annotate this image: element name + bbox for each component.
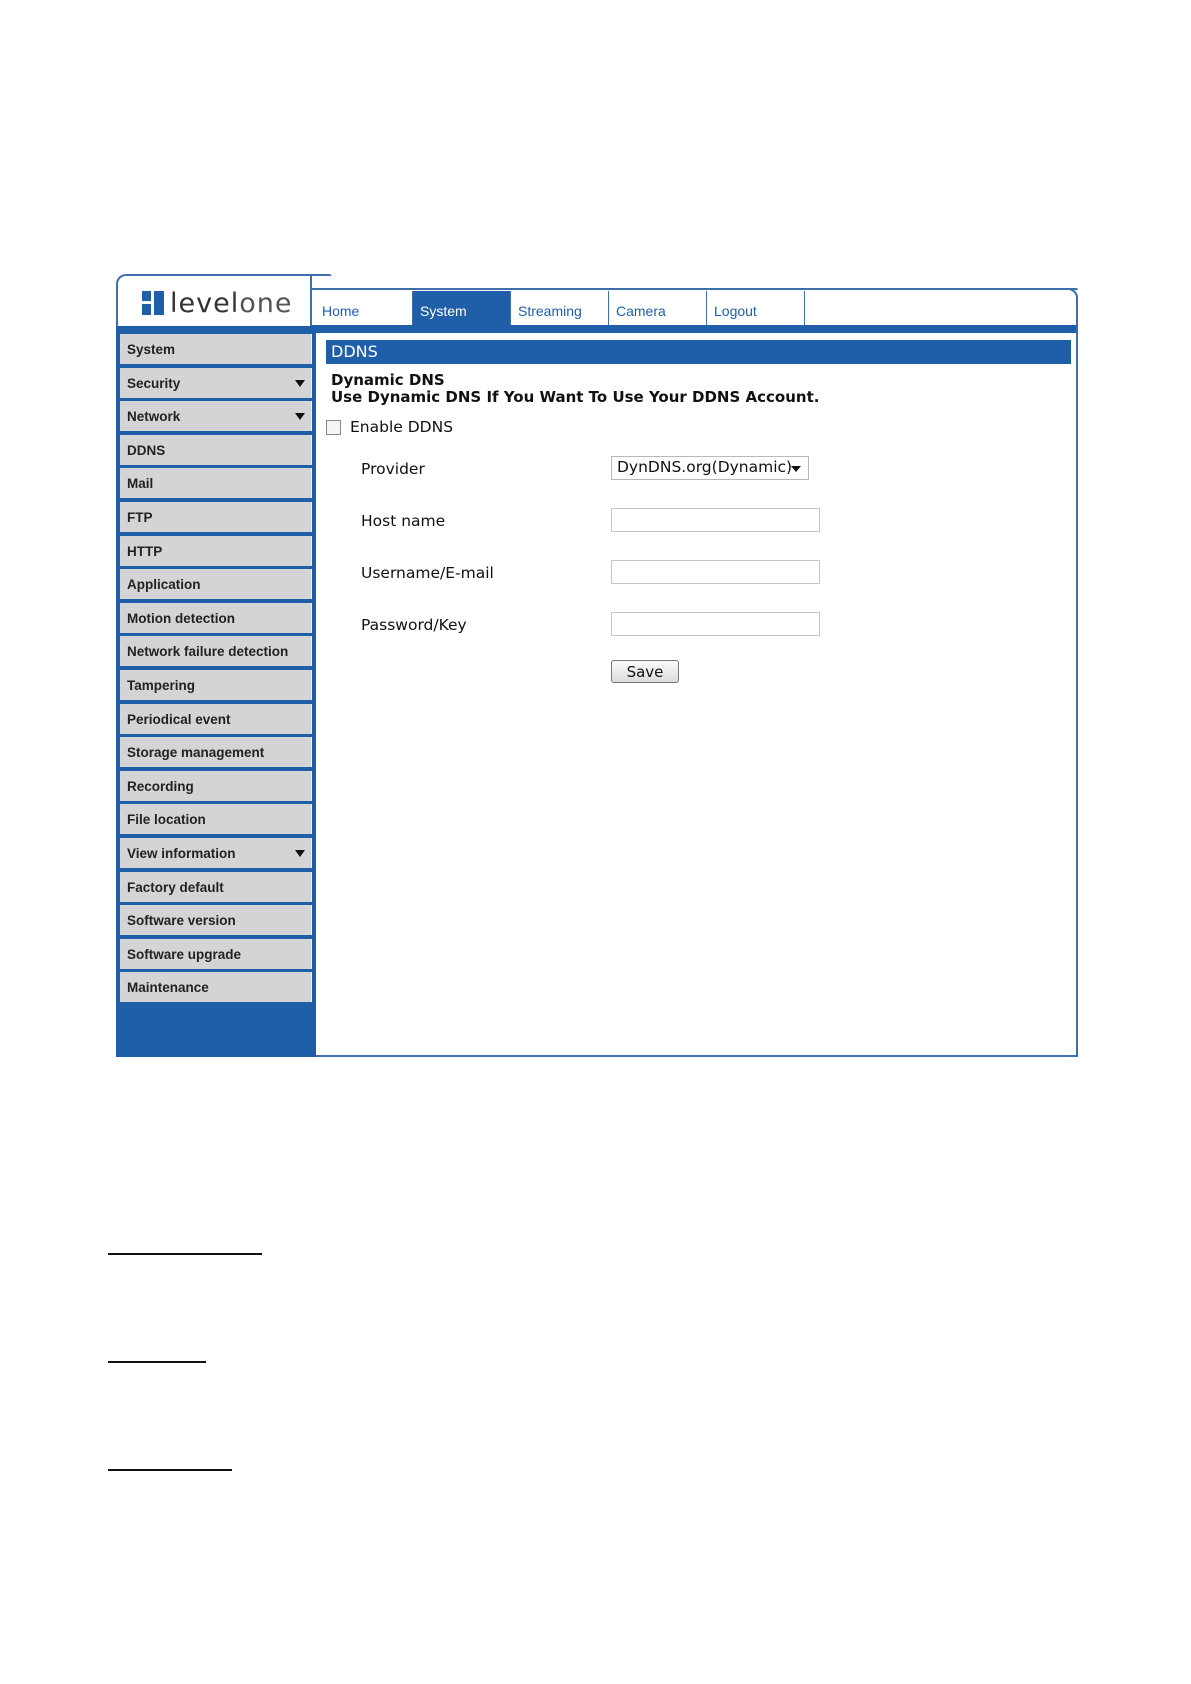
triangle-down-icon [295, 850, 305, 857]
sidebar-item-label: File location [127, 812, 206, 828]
sidebar-item-network-failure-detection[interactable] [120, 636, 312, 666]
triangle-down-icon [295, 413, 305, 420]
tab-streaming[interactable]: Streaming [511, 291, 609, 325]
sidebar-item-factory-default[interactable] [120, 872, 312, 902]
username-field [611, 560, 820, 584]
sidebar-item-mail[interactable] [120, 468, 312, 498]
underline-rule [108, 1469, 232, 1471]
logo-word-a: level [170, 287, 240, 319]
sidebar-item-software-upgrade[interactable] [120, 939, 312, 969]
triangle-down-icon [295, 380, 305, 387]
heading-title: Dynamic DNS [331, 371, 445, 389]
sidebar-item-label: System [127, 342, 176, 357]
sidebar-item-security[interactable] [120, 368, 312, 398]
sidebar-item-view-information[interactable] [120, 838, 312, 868]
enable-ddns-row [326, 418, 453, 436]
sidebar-item-motion-detection[interactable] [120, 603, 312, 633]
provider-select[interactable] [611, 456, 809, 480]
enable-ddns-label: Enable DDNS [350, 418, 454, 436]
sidebar-item-periodical-event[interactable] [120, 704, 312, 734]
sidebar-item-recording[interactable] [120, 771, 312, 801]
triangle-down-icon [791, 466, 801, 472]
sidebar-item-label: Application [127, 577, 201, 593]
sidebar-item-label: Security [127, 375, 181, 391]
sidebar-item-label: Motion detection [127, 610, 235, 626]
page-heading [326, 372, 1071, 406]
sidebar-item-software-version[interactable] [120, 905, 312, 935]
heading-description: Use Dynamic DNS If You Want To Use Your DDNS Account. [331, 388, 820, 406]
logo [142, 288, 292, 318]
frame-right-border [1076, 300, 1078, 1057]
username-input[interactable] [611, 560, 820, 584]
sidebar-item-label: HTTP [127, 543, 163, 559]
frame-top-border [312, 288, 1078, 290]
sidebar-item-label: DDNS [127, 442, 166, 458]
sidebar-item-storage-management[interactable] [120, 737, 312, 767]
underline-rule [108, 1361, 206, 1363]
frame-bottom-border [312, 1055, 1078, 1057]
tab-logout[interactable]: Logout [707, 291, 805, 325]
hostname-input[interactable] [611, 508, 820, 532]
sidebar-item-http[interactable] [120, 536, 312, 566]
sidebar-item-label: Factory default [127, 879, 224, 895]
save-button[interactable]: Save [611, 660, 679, 683]
password-input[interactable] [611, 612, 820, 636]
sidebar [116, 326, 316, 1057]
provider-selected-value: DynDNS.org(Dynamic) [617, 458, 793, 476]
logo-word-b: one [239, 287, 293, 319]
sidebar-item-network[interactable] [120, 401, 312, 431]
app-window [116, 272, 1078, 1057]
tab-home[interactable]: Home [315, 291, 413, 325]
save-row [611, 660, 679, 683]
sidebar-item-ftp[interactable] [120, 502, 312, 532]
sidebar-item-application[interactable] [120, 569, 312, 599]
section-title: DDNS [326, 340, 1071, 364]
sidebar-item-label: Storage management [127, 745, 265, 761]
sidebar-item-label: View information [127, 845, 236, 861]
sidebar-item-label: Network [127, 409, 181, 425]
logo-wordmark [170, 288, 292, 319]
sidebar-item-label: Network failure detection [127, 644, 289, 660]
username-label: Username/E-mail [361, 564, 494, 582]
sidebar-item-label: Recording [127, 778, 194, 794]
underline-rule [108, 1253, 262, 1255]
tab-bar-underline [312, 325, 1078, 333]
password-field [611, 612, 820, 636]
sidebar-item-label: Periodical event [127, 711, 231, 727]
sidebar-item-label: Software version [127, 913, 236, 929]
sidebar-item-ddns[interactable] [120, 435, 312, 465]
sidebar-item-file-location[interactable] [120, 804, 312, 834]
sidebar-item-system[interactable] [120, 334, 312, 364]
tab-camera[interactable]: Camera [609, 291, 707, 325]
top-nav [315, 291, 805, 325]
tab-system[interactable]: System [413, 291, 511, 325]
sidebar-item-label: Mail [127, 476, 154, 492]
sidebar-item-label: Tampering [127, 677, 196, 693]
sidebar-item-tampering[interactable] [120, 670, 312, 700]
provider-label: Provider [361, 460, 425, 478]
hostname-label: Host name [361, 512, 446, 530]
enable-ddns-checkbox[interactable] [326, 420, 341, 435]
levelone-logo-mark-icon [142, 291, 164, 315]
sidebar-item-label: Software upgrade [127, 946, 242, 962]
hostname-field [611, 508, 820, 532]
sidebar-item-maintenance[interactable] [120, 972, 312, 1002]
sidebar-item-label: FTP [127, 509, 153, 525]
logo-tab [116, 274, 312, 326]
main-content [326, 340, 1071, 681]
sidebar-item-label: Maintenance [127, 980, 209, 996]
password-label: Password/Key [361, 616, 467, 634]
